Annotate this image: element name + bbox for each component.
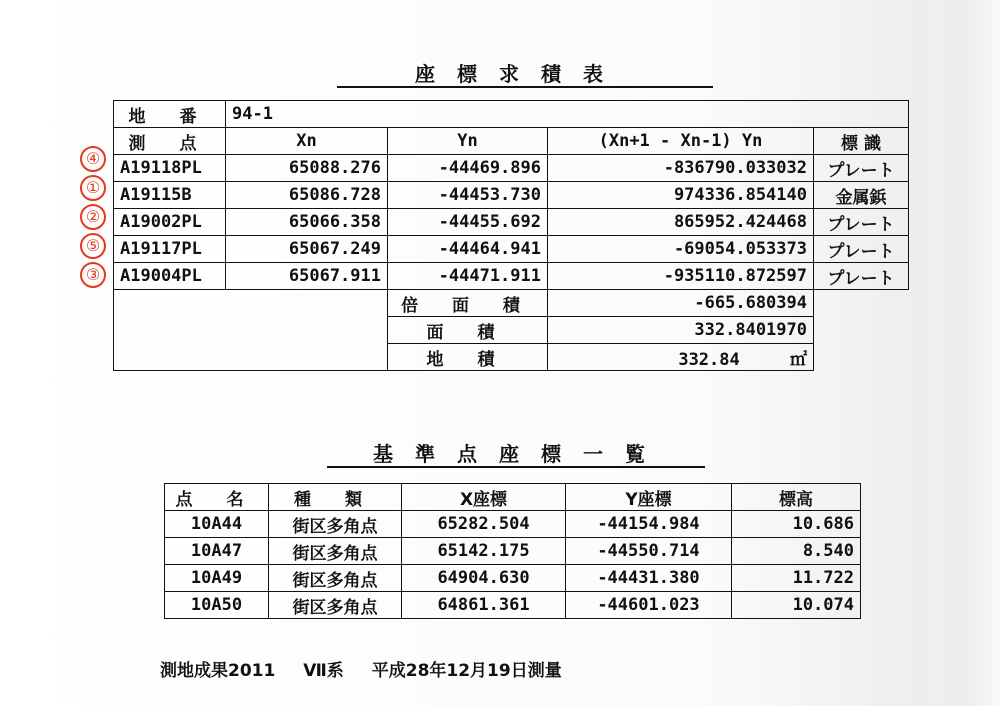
table-row xyxy=(165,592,861,619)
header-row xyxy=(165,484,861,511)
x-cell: 65142.175 xyxy=(402,538,566,565)
point-cell: A19118PL xyxy=(114,155,226,182)
calc-cell: 865952.424468 xyxy=(548,209,814,236)
type-header: 種 類 xyxy=(269,484,402,511)
total-label: 倍 面 積 xyxy=(388,290,548,317)
area-table xyxy=(113,100,909,371)
unit-label: ㎡ xyxy=(790,349,807,370)
type-cell: 街区多角点 xyxy=(269,565,402,592)
total-label: 面 積 xyxy=(388,317,548,344)
marker-cell: プレート xyxy=(814,263,909,290)
table-row xyxy=(165,511,861,538)
marker-cell: プレート xyxy=(814,236,909,263)
type-cell: 街区多角点 xyxy=(269,538,402,565)
point-cell: A19004PL xyxy=(114,263,226,290)
table-row xyxy=(114,236,909,263)
reference-table-title-underline xyxy=(327,466,705,468)
header-row xyxy=(114,128,909,155)
blank-marker-area xyxy=(814,290,909,371)
x-cell: 64904.630 xyxy=(402,565,566,592)
calc-cell: -836790.033032 xyxy=(548,155,814,182)
page-edge-shadow xyxy=(930,0,1000,706)
y-cell: -44154.984 xyxy=(566,511,732,538)
calc-cell: -69054.053373 xyxy=(548,236,814,263)
y-cell: -44431.380 xyxy=(566,565,732,592)
x-header: X座標 xyxy=(402,484,566,511)
point-label: 測 点 xyxy=(114,128,226,155)
elevation-cell: 8.540 xyxy=(732,538,861,565)
blank-area xyxy=(114,290,388,371)
point-cell: A19117PL xyxy=(114,236,226,263)
area-table-title: 座標求積表 xyxy=(415,62,625,86)
calc-header: (Xn+1 - Xn-1) Yn xyxy=(548,128,814,155)
area-table-title-underline xyxy=(337,86,713,88)
order-circle-icon: ③ xyxy=(80,262,106,288)
order-circle-icon: ④ xyxy=(80,146,106,172)
order-circle-icon: ② xyxy=(80,204,106,230)
xn-cell: 65086.728 xyxy=(226,182,388,209)
point-cell: A19002PL xyxy=(114,209,226,236)
calc-cell: -935110.872597 xyxy=(548,263,814,290)
total-value: 332.8401970 xyxy=(548,317,814,344)
name-header: 点 名 xyxy=(165,484,269,511)
table-row xyxy=(114,263,909,290)
name-cell: 10A44 xyxy=(165,511,269,538)
total-value: -665.680394 xyxy=(548,290,814,317)
x-cell: 64861.361 xyxy=(402,592,566,619)
table-row xyxy=(165,565,861,592)
xn-cell: 65088.276 xyxy=(226,155,388,182)
survey-footer xyxy=(160,656,584,681)
xn-cell: 65066.358 xyxy=(226,209,388,236)
yn-cell: -44455.692 xyxy=(388,209,548,236)
reference-table-title: 基準点座標一覧 xyxy=(373,442,667,466)
table-row xyxy=(114,182,909,209)
lot-value: 94-1 xyxy=(226,101,909,128)
elevation-cell: 11.722 xyxy=(732,565,861,592)
coordinate-system: Ⅶ系 xyxy=(303,661,344,681)
table-row xyxy=(114,209,909,236)
total-value xyxy=(548,344,814,371)
yn-cell: -44464.941 xyxy=(388,236,548,263)
name-cell: 10A49 xyxy=(165,565,269,592)
xn-header: Xn xyxy=(226,128,388,155)
elevation-cell: 10.686 xyxy=(732,511,861,538)
point-cell: A19115B xyxy=(114,182,226,209)
yn-cell: -44471.911 xyxy=(388,263,548,290)
name-cell: 10A47 xyxy=(165,538,269,565)
type-cell: 街区多角点 xyxy=(269,511,402,538)
survey-date: 平成28年12月19日測量 xyxy=(371,661,562,681)
land-area-value: 332.84 xyxy=(678,349,740,370)
elevation-cell: 10.074 xyxy=(732,592,861,619)
lot-row xyxy=(114,101,909,128)
table-row xyxy=(165,538,861,565)
elevation-header: 標高 xyxy=(732,484,861,511)
yn-cell: -44453.730 xyxy=(388,182,548,209)
x-cell: 65282.504 xyxy=(402,511,566,538)
order-circle-icon: ① xyxy=(80,175,106,201)
order-circle-icon: ⑤ xyxy=(80,233,106,259)
marker-cell: 金属鋲 xyxy=(814,182,909,209)
yn-header: Yn xyxy=(388,128,548,155)
name-cell: 10A50 xyxy=(165,592,269,619)
xn-cell: 65067.911 xyxy=(226,263,388,290)
y-cell: -44550.714 xyxy=(566,538,732,565)
table-row xyxy=(114,155,909,182)
totals-row xyxy=(114,290,909,317)
y-header: Y座標 xyxy=(566,484,732,511)
geodetic-datum: 測地成果2011 xyxy=(160,661,276,681)
marker-header: 標 識 xyxy=(814,128,909,155)
marker-cell: プレート xyxy=(814,209,909,236)
lot-label: 地 番 xyxy=(114,101,226,128)
yn-cell: -44469.896 xyxy=(388,155,548,182)
y-cell: -44601.023 xyxy=(566,592,732,619)
reference-table xyxy=(164,483,861,619)
calc-cell: 974336.854140 xyxy=(548,182,814,209)
total-label: 地 積 xyxy=(388,344,548,371)
marker-cell: プレート xyxy=(814,155,909,182)
type-cell: 街区多角点 xyxy=(269,592,402,619)
xn-cell: 65067.249 xyxy=(226,236,388,263)
